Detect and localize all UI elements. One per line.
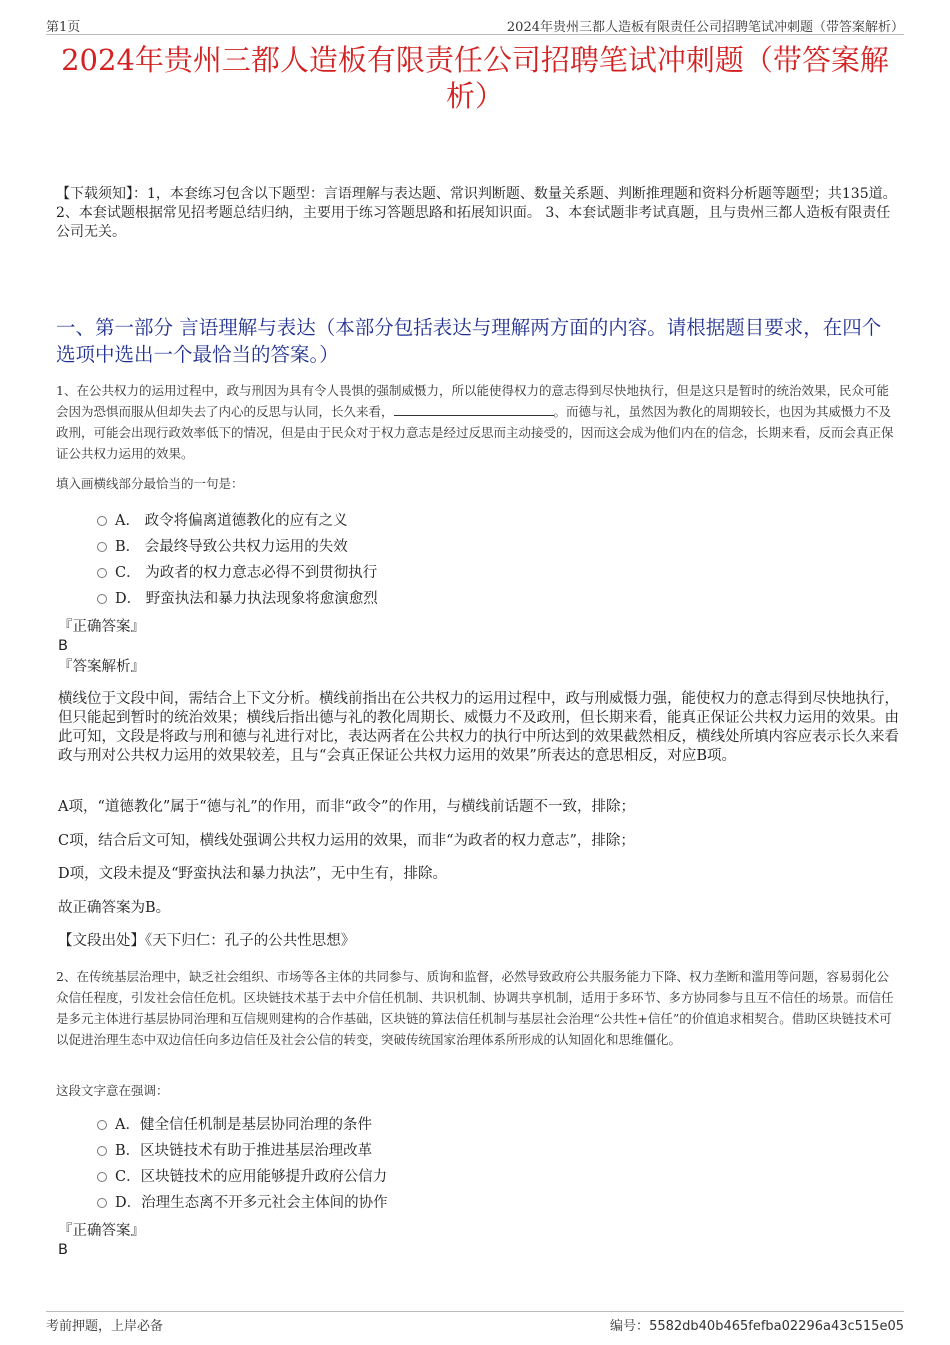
q2-answer: B xyxy=(58,1242,68,1258)
q1-analysis-label: 『答案解析』 xyxy=(58,659,145,675)
q2-option-c[interactable]: C．区块链技术的应用能够提升政府公信力 xyxy=(97,1167,387,1187)
radio-icon[interactable] xyxy=(97,1172,107,1182)
q1-option-d[interactable]: D． 野蛮执法和暴力执法现象将愈演愈烈 xyxy=(97,589,378,609)
section-title: 一、第一部分 言语理解与表达（本部分包括表达与理解两方面的内容。请根据题目要求，在四个选项中选出一个最恰当的答案。） xyxy=(56,316,882,366)
q1-option-a[interactable]: A． 政令将偏离道德教化的应有之义 xyxy=(97,511,348,531)
q2-answer-label: 『正确答案』 xyxy=(58,1223,145,1239)
radio-icon[interactable] xyxy=(97,1146,107,1156)
q1-source: 【文段出处】《天下归仁：孔子的公共性思想》 xyxy=(58,933,356,949)
q1-answer: B xyxy=(58,638,68,654)
q1-option-b[interactable]: B． 会最终导致公共权力运用的失效 xyxy=(97,537,348,557)
header-doc-title: 2024年贵州三都人造板有限责任公司招聘笔试冲刺题（带答案解析） xyxy=(506,20,904,35)
radio-icon[interactable] xyxy=(97,568,107,578)
question-2-prompt: 这段文字意在强调： xyxy=(56,1083,169,1098)
q2-option-d[interactable]: D．治理生态离不开多元社会主体间的协作 xyxy=(97,1193,388,1213)
radio-icon[interactable] xyxy=(97,1198,107,1208)
q1-conclusion: 故正确答案为B。 xyxy=(58,900,171,916)
document-code: 编号：5582db40b465fefba02296a43c515e05 xyxy=(610,1319,904,1334)
q2-option-b[interactable]: B．区块链技术有助于推进基层治理改革 xyxy=(97,1141,372,1161)
footer-slogan: 考前押题，上岸必备 xyxy=(46,1319,164,1334)
radio-icon[interactable] xyxy=(97,516,107,526)
question-2-stem: 2、在传统基层治理中，缺乏社会组织、市场等各主体的共同参与、质询和监督，必然导致政府公共服务能力下降、权力垄断和滥用等问题，容易弱化公众信任程度，引发社会信任危机。区块链技术基于去中介信任机制、共识机制、协调共享机制，适用于多环节、多方协同参与且互不信任的场景。而信任是多元主体进行基层协同治理和互信规则建构的合作基础，区块链的算法信任机制与基层社会治理“公共性+信任”的价值追求相契合。借助区块链技术可以促进治理生态中双边信任向多边信任及社会公信的转变，突破传统国家治理体系所形成的认知固化和思维僵化。 xyxy=(56,969,894,1047)
radio-icon[interactable] xyxy=(97,542,107,552)
q1-note-d: D项，文段未提及“野蛮执法和暴力执法”，无中生有，排除。 xyxy=(58,866,447,882)
radio-icon[interactable] xyxy=(97,1120,107,1130)
question-1-stem: 1、在公共权力的运用过程中，政与刑因为具有令人畏惧的强制威慑力，所以能使得权力的意志得到尽快地执行，但是这只是暂时的统治效果，民众可能会因为恐惧而服从但却失去了内心的反思与认同，长久来看， 。而德与礼，虽然因为教化的周期较长，也因为其威慑力不及政刑，可能会出现行政效率低下的情况，但是由于民众对于权力意志是经过反思而主动接受的，因而这会成为他们内在的信念，长期来看，反而会真正保证公共权力运用的效果。 xyxy=(56,383,894,461)
question-1-prompt: 填入画横线部分最恰当的一句是： xyxy=(56,476,244,491)
q1-answer-label: 『正确答案』 xyxy=(58,619,145,635)
q1-note-a: A项，“道德教化”属于“德与礼”的作用，而非“政令”的作用，与横线前话题不一致，排除； xyxy=(58,799,635,815)
document-title: 2024年贵州三都人造板有限责任公司招聘笔试冲刺题（带答案解析） xyxy=(61,43,889,113)
q2-option-a[interactable]: A．健全信任机制是基层协同治理的条件 xyxy=(97,1115,372,1135)
page-header xyxy=(46,14,904,35)
page-number: 第1页 xyxy=(46,20,81,35)
q1-note-c: C项，结合后文可知，横线处强调公共权力运用的效果，而非“为政者的权力意志”，排除； xyxy=(58,833,635,849)
q1-option-c[interactable]: C． 为政者的权力意志必得不到贯彻执行 xyxy=(97,563,377,583)
radio-icon[interactable] xyxy=(97,594,107,604)
q1-analysis: 横线位于文段中间，需结合上下文分析。横线前指出在公共权力的运用过程中，政与刑威慑力强，能使权力的意志得到尽快地执行，但只能起到暂时的统治效果；横线后指出德与礼的教化周期长、威慑力不及政刑，但长期来看，能真正保证公共权力运用的效果。由此可知，文段是将政与刑和德与礼进行对比，表达两者在公共权力的执行中所达到的效果截然相反，横线处所填内容应表示长久来看政与刑对公共权力运用的效果较差，且与“会真正保证公共权力运用的效果”所表达的意思相反，对应B项。 xyxy=(58,691,899,764)
answer-blank xyxy=(394,401,554,416)
page-footer xyxy=(46,1311,904,1334)
download-notice: 【下载须知】：1，本套练习包含以下题型：言语理解与表达题、常识判断题、数量关系题、判断推理题和资料分析题等题型；共135道。 2、本套试题根据常见招考题总结归纳，主要用于练习答题思路和拓展知识面。 3、本套试题非考试真题，且与贵州三都人造板有限责任公司无关。 xyxy=(56,186,897,240)
